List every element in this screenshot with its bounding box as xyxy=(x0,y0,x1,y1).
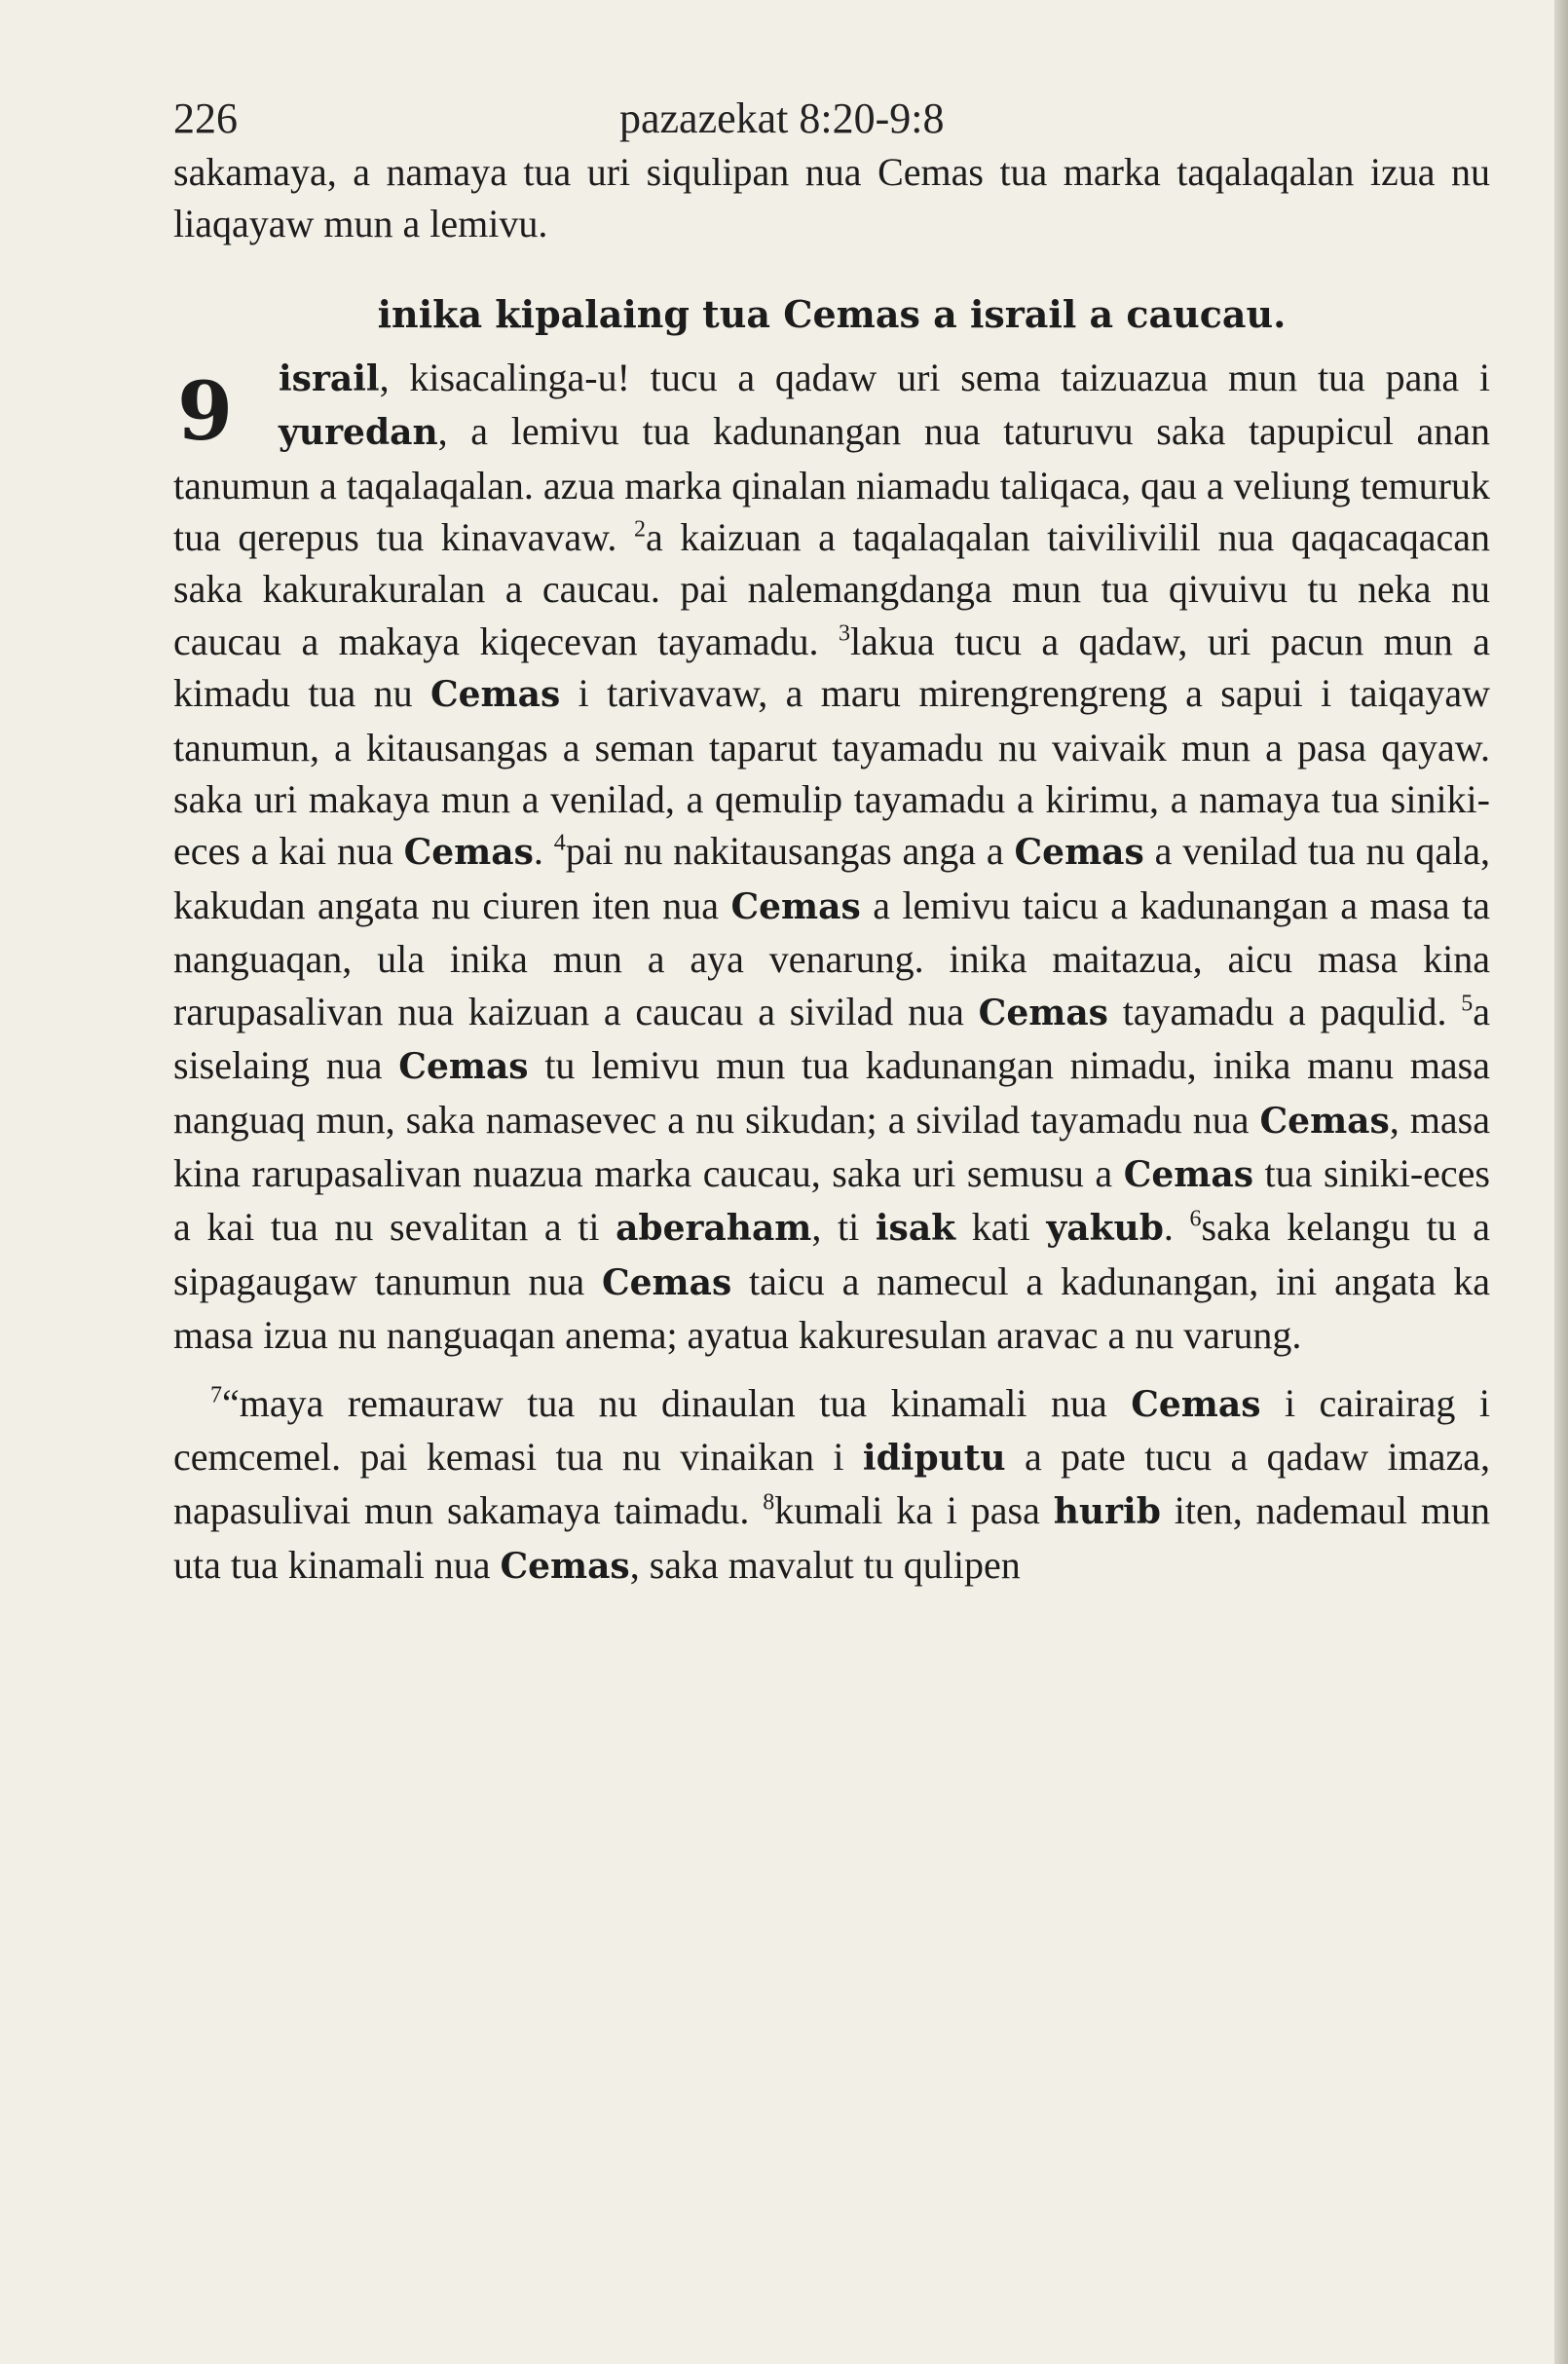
verse-5-end: . xyxy=(1163,1205,1174,1250)
verse-number-6: 6 xyxy=(1189,1206,1202,1232)
name-cemas: Cemas xyxy=(730,885,861,927)
verse-8-text-cont: iten, nademaul mun uta tua kinamali nua xyxy=(173,1488,1491,1587)
verse-7-text: “maya remauraw tua nu dinaulan tua kinamali nua xyxy=(222,1380,1132,1425)
name-cemas: Cemas xyxy=(398,1046,529,1088)
running-title: pazazekat 8:20-9:8 xyxy=(619,94,945,142)
name-cemas: Cemas xyxy=(430,674,561,716)
verse-1-text: , kisacalinga-u! tucu a qadaw uri sema taizuazua mun tua pana i xyxy=(379,355,1490,399)
verse-3-text-cont: i tarivavaw, a maru mirengrengreng a sapui i taiqayaw tanumun, a kitausangas a seman taparut tayamadu nu vaivaik mun a pasa qayaw. saka uri makaya mun a venilad, a qemulip tayamadu a kirimu, a namaya tua siniki-eces a kai nua xyxy=(173,671,1490,874)
verse-number-3: 3 xyxy=(839,620,851,647)
place-yuredan: yuredan xyxy=(279,412,438,454)
page-header xyxy=(173,94,1490,162)
name-cemas: Cemas xyxy=(601,1261,732,1303)
verse-4-text-cont: a venilad tua nu qala, kakudan angata nu ciuren iten nua xyxy=(173,829,1491,927)
verse-number-8: 8 xyxy=(763,1490,775,1517)
verse-number-2: 2 xyxy=(633,516,646,543)
verse-4-end: tayamadu a paqulid. xyxy=(1107,989,1447,1033)
verse-7-text-cont: i cairairag i cemcemel. pai kemasi tua nu vinaikan i xyxy=(173,1380,1491,1479)
name-cemas: Cemas xyxy=(403,832,534,874)
verse-5-text-cont: tu lemivu mun tua kadunangan nimadu, inika manu masa nanguaq mun, saka namasevec a nu sikudan; a sivilad tayamadu nua xyxy=(173,1043,1491,1142)
chapter-number: 9 xyxy=(177,364,234,459)
verse-5-sep: , ti xyxy=(811,1205,876,1250)
verse-5-text: a siselaing nua xyxy=(173,989,1490,1088)
paragraph-continuation: sakamaya, a namaya tua uri siqulipan nua Cemas tua marka taqalaqalan izua nu liaqayaw mun a lemivu. xyxy=(173,150,1490,246)
place-idiputu: idiputu xyxy=(862,1437,1006,1479)
verse-4-text: pai nu nakitausangas anga a xyxy=(565,829,1015,874)
page-number: 226 xyxy=(173,94,238,142)
verse-3-end: . xyxy=(533,829,543,874)
verse-number-7: 7 xyxy=(210,1382,222,1408)
name-aberaham: aberaham xyxy=(616,1208,812,1250)
verse-5-sep: kati xyxy=(955,1205,1047,1250)
verse-6-text-cont: taicu a namecul a kadunangan, ini angata ka masa izua nu nanguaqan anema; ayatua kakuresulan aravac a nu varung. xyxy=(173,1258,1491,1358)
name-israil: israil xyxy=(279,357,380,399)
name-isak: isak xyxy=(875,1208,956,1250)
paragraph-verse-7 xyxy=(173,1377,1490,1594)
verse-8-text-cont: , saka mavalut tu qulipen xyxy=(629,1542,1021,1587)
section-heading: inika kipalaing tua Cemas a israil a caucau. xyxy=(377,291,1287,336)
verse-2-text: a kaizuan a taqalaqalan taivilivilil nua qaqacaqacan saka kakurakuralan a caucau. pai nalemangdanga mun tua qivuivu tu neka nu caucau a makaya kiqecevan tayamadu. xyxy=(173,515,1491,663)
verse-4-text-cont: a lemivu taicu a kadunangan a masa ta nanguaqan, ula inika mun a aya venarung. inika maitazua, aicu masa kina rarupasalivan nua kaizuan a caucau a sivilad nua xyxy=(173,882,1490,1033)
verse-1-text-cont: , a lemivu tua kadunangan nua taturuvu saka tapupicul anan tanumun a taqalaqalan. azua marka qinalan niamadu taliqaca, qau a veliung temuruk tua qerepus tua kinavavaw. xyxy=(173,409,1490,560)
verse-8-text: kumali ka i pasa xyxy=(774,1488,1054,1533)
name-cemas: Cemas xyxy=(978,992,1108,1033)
chapter-9-paragraph xyxy=(173,352,1490,1362)
verse-6-text: saka kelangu tu a sipagaugaw tanumun nua xyxy=(173,1205,1490,1303)
verse-3-text: lakua tucu a qadaw, uri pacun mun a kimadu tua nu xyxy=(173,619,1490,716)
name-cemas: Cemas xyxy=(1259,1100,1390,1142)
name-cemas: Cemas xyxy=(500,1545,630,1587)
name-yakub: yakub xyxy=(1046,1208,1164,1250)
name-cemas: Cemas xyxy=(1014,832,1144,874)
bible-page xyxy=(173,94,1490,1593)
verse-7-end: a pate tucu a qadaw imaza, napasulivai mun sakamaya taimadu. xyxy=(173,1434,1490,1533)
name-cemas: Cemas xyxy=(1123,1153,1253,1195)
page-edge-shadow xyxy=(1554,0,1568,2364)
verse-number-5: 5 xyxy=(1461,991,1474,1017)
chapter-9-block xyxy=(173,352,1490,1362)
place-hurib: hurib xyxy=(1053,1491,1161,1533)
name-cemas: Cemas xyxy=(1131,1383,1261,1425)
verse-5-text-cont: tua siniki-eces a kai tua nu sevalitan a ti xyxy=(173,1150,1491,1250)
verse-5-text-cont: , masa kina rarupasalivan nuazua marka caucau, saka uri semusu a xyxy=(173,1097,1491,1195)
verse-number-4: 4 xyxy=(553,831,566,857)
